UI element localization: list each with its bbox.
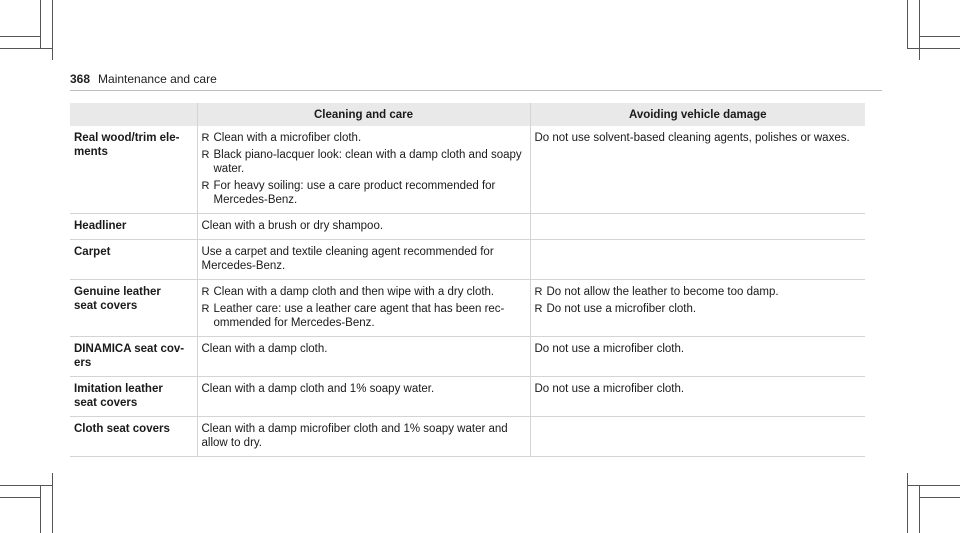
row-item: Cloth seat covers — [70, 417, 197, 457]
crop-mark — [0, 36, 40, 37]
column-header — [70, 103, 197, 126]
row-item: Genuine leather seat covers — [70, 280, 197, 337]
bullet-icon: R — [201, 286, 210, 298]
avoid-cell — [530, 280, 865, 337]
care-cell: Use a carpet and textile cleaning agent recommended for Mercedes-Benz. — [197, 240, 530, 280]
avoid-cell — [530, 240, 865, 280]
column-header-avoiding: Avoiding vehicle damage — [530, 103, 865, 126]
column-header-cleaning: Cleaning and care — [197, 103, 530, 126]
avoid-cell: Do not use a microfiber cloth. — [530, 337, 865, 377]
table-header-row — [70, 103, 865, 126]
list-item: R Do not allow the leather to become too damp. — [534, 286, 779, 298]
row-item: DINAMICA seat cov- ers — [70, 337, 197, 377]
list-item: R Clean with a microfiber cloth. — [201, 132, 362, 144]
crop-mark — [0, 497, 40, 498]
care-cell: Clean with a damp cloth and 1% soapy water. — [197, 377, 530, 417]
table-row — [70, 377, 865, 417]
section-title: Maintenance and care — [98, 72, 217, 86]
list-item: R For heavy soiling: use a care product recommended for Mercedes-Benz. — [201, 180, 496, 206]
crop-mark — [919, 497, 960, 498]
table-row — [70, 337, 865, 377]
list-item: R Clean with a damp cloth and then wipe with a dry cloth. — [201, 286, 495, 298]
table-row — [70, 214, 865, 240]
avoid-cell — [530, 417, 865, 457]
bullet-icon: R — [201, 303, 210, 315]
bullet-icon: R — [201, 132, 210, 144]
crop-mark — [907, 473, 908, 533]
crop-mark — [40, 485, 41, 533]
crop-mark — [0, 485, 52, 486]
avoid-cell — [530, 214, 865, 240]
crop-mark — [919, 0, 920, 60]
row-item: Headliner — [70, 214, 197, 240]
table-row — [70, 280, 865, 337]
table-row — [70, 240, 865, 280]
crop-mark — [919, 36, 960, 37]
care-cell — [197, 280, 530, 337]
crop-mark — [907, 0, 908, 48]
crop-mark — [919, 485, 920, 533]
care-cell: Clean with a damp cloth. — [197, 337, 530, 377]
care-cell: Clean with a damp microfiber cloth and 1% soapy water and allow to dry. — [197, 417, 530, 457]
bullet-icon: R — [534, 286, 543, 298]
crop-mark — [907, 485, 960, 486]
header-divider — [70, 90, 882, 91]
table-row — [70, 417, 865, 457]
crop-mark — [40, 0, 41, 48]
bullet-icon: R — [201, 149, 210, 161]
care-cell: Clean with a brush or dry shampoo. — [197, 214, 530, 240]
list-item: R Do not use a microfiber cloth. — [534, 303, 697, 315]
avoid-cell: Do not use solvent-based cleaning agents, polishes or waxes. — [530, 126, 865, 214]
bullet-icon: R — [201, 180, 210, 192]
crop-mark — [0, 48, 52, 49]
list-item: R Leather care: use a leather care agent that has been rec-ommended for Mercedes-Benz. — [201, 303, 505, 329]
bullet-icon: R — [534, 303, 543, 315]
page-number: 368 — [70, 72, 91, 86]
care-cell — [197, 126, 530, 214]
row-item: Real wood/trim ele- ments — [70, 126, 197, 214]
table-row — [70, 126, 865, 214]
cleaning-table — [70, 103, 865, 457]
crop-mark — [52, 0, 53, 60]
row-item: Carpet — [70, 240, 197, 280]
crop-mark — [907, 48, 960, 49]
crop-mark — [52, 473, 53, 533]
page-header — [70, 72, 217, 86]
row-item: Imitation leather seat covers — [70, 377, 197, 417]
list-item: R Black piano-lacquer look: clean with a damp cloth and soapy water. — [201, 149, 522, 175]
avoid-cell: Do not use a microfiber cloth. — [530, 377, 865, 417]
